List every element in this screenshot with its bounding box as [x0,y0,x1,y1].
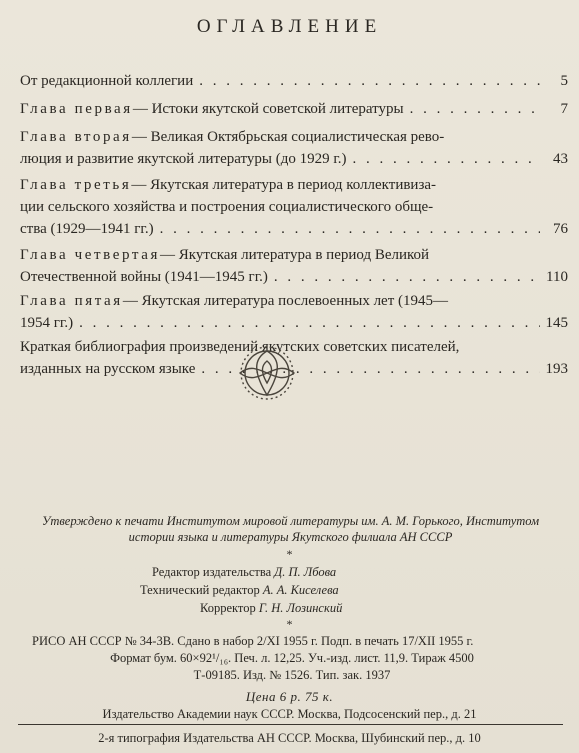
toc-entry [20,70,568,92]
chapter-label: Глава первая [20,101,133,117]
credit-role: Корректор [200,601,259,615]
toc-entry-text: — Якутская литература в период коллективиза- [131,177,437,193]
credit-line [140,581,440,599]
toc-entry-text: — Истоки якутской советской литературы [132,101,404,117]
toc-page-number: 5 [560,73,568,89]
separator-star: * [286,547,293,561]
toc-line [20,266,568,288]
toc-line [20,312,568,334]
toc-entry-text: ства (1929—1941 гг.) [20,221,154,237]
toc-entry-text: Краткая библиография произведений якутских советских писателей, [20,339,460,355]
toc-page-number: 193 [545,361,568,377]
toc-line [20,148,568,170]
toc-page-number: 145 [545,315,568,331]
toc-entry [20,244,568,288]
toc-entry [20,174,568,240]
toc-line [20,98,568,120]
credit-line [140,599,440,617]
toc-entry-text: изданных на русском языке [20,361,196,377]
toc-entry [20,126,568,170]
toc-line [20,174,568,196]
leader-dots [160,218,540,240]
toc-entry-text: Отечественной войны (1941—1945 гг.) [20,269,268,285]
credit-role: Технический редактор [140,583,263,597]
toc-entry-text: — Якутская литература в период Великой [160,247,430,263]
printer: 2-я типография Издательства АН СССР. Москва, Шубинский пер., д. 10 [98,731,481,745]
approval-note: Утверждено к печати Институтом мировой литературы им. А. М. Горького, Институтом истории языка и литературы Якутского филиала АН СССР [41,514,540,544]
separator-star: * [286,617,293,631]
toc-line [20,244,568,266]
toc-entry-text: 1954 гг.) [20,315,74,331]
toc-entry [20,290,568,334]
toc-entry-text: — Якутская литература послевоенных лет (1945— [122,293,449,309]
toc-page-number: 110 [546,269,568,285]
imprint-line: Т-09185. Изд. № 1526. Тип. зак. 1937 [193,668,391,682]
leader-dots [410,98,540,120]
toc-entry-text: — Великая Октябрьская социалистическая рево- [131,129,445,145]
chapter-label: Глава пятая [20,293,123,309]
toc-line [20,126,568,148]
publisher: Издательство Академии наук СССР. Москва, Подсосенский пер., д. 21 [102,707,477,721]
chapter-label: Глава вторая [20,129,132,145]
imprint-line: Формат бум. 60×92¹/₁₆. Печ. л. 12,25. Уч.-изд. лист. 11,9. Тираж 4500 [110,651,474,665]
leader-dots [199,70,540,92]
credit-name: А. А. Киселева [262,583,339,597]
chapter-label: Глава третья [20,177,132,193]
leader-dots [353,148,540,170]
credit-role: Редактор издательства [152,565,275,579]
credit-line [140,563,440,581]
toc-entry-text: От редакционной коллегии [20,73,194,89]
toc-page-number: 7 [560,101,568,117]
toc-line [20,290,568,312]
page-title: ОГЛАВЛЕНИЕ [196,16,383,37]
credits [140,563,440,617]
toc-line [20,70,568,92]
toc-line [20,196,568,218]
imprint [22,633,562,684]
toc-line [20,218,568,240]
divider [18,724,563,725]
toc-entry-text: люция и развитие якутской литературы (до 1929 г.) [20,151,347,167]
ornament-icon [232,343,302,403]
leader-dots [79,312,539,334]
toc-page-number: 43 [553,151,568,167]
credit-name: Д. П. Лбова [274,565,337,579]
imprint-line: РИСО АН СССР № 34-3В. Сдано в набор 2/XI 1955 г. Подп. в печать 17/XII 1955 г. [32,634,474,648]
toc-entry [20,98,568,120]
toc-page-number: 76 [553,221,568,237]
credit-name: Г. Н. Лозинский [258,601,343,615]
price: Цена 6 р. 75 к. [245,689,334,704]
chapter-label: Глава четвертая [20,247,160,263]
toc-entry-text: ции сельского хозяйства и построения социалистического обще- [20,199,434,215]
leader-dots [274,266,540,288]
